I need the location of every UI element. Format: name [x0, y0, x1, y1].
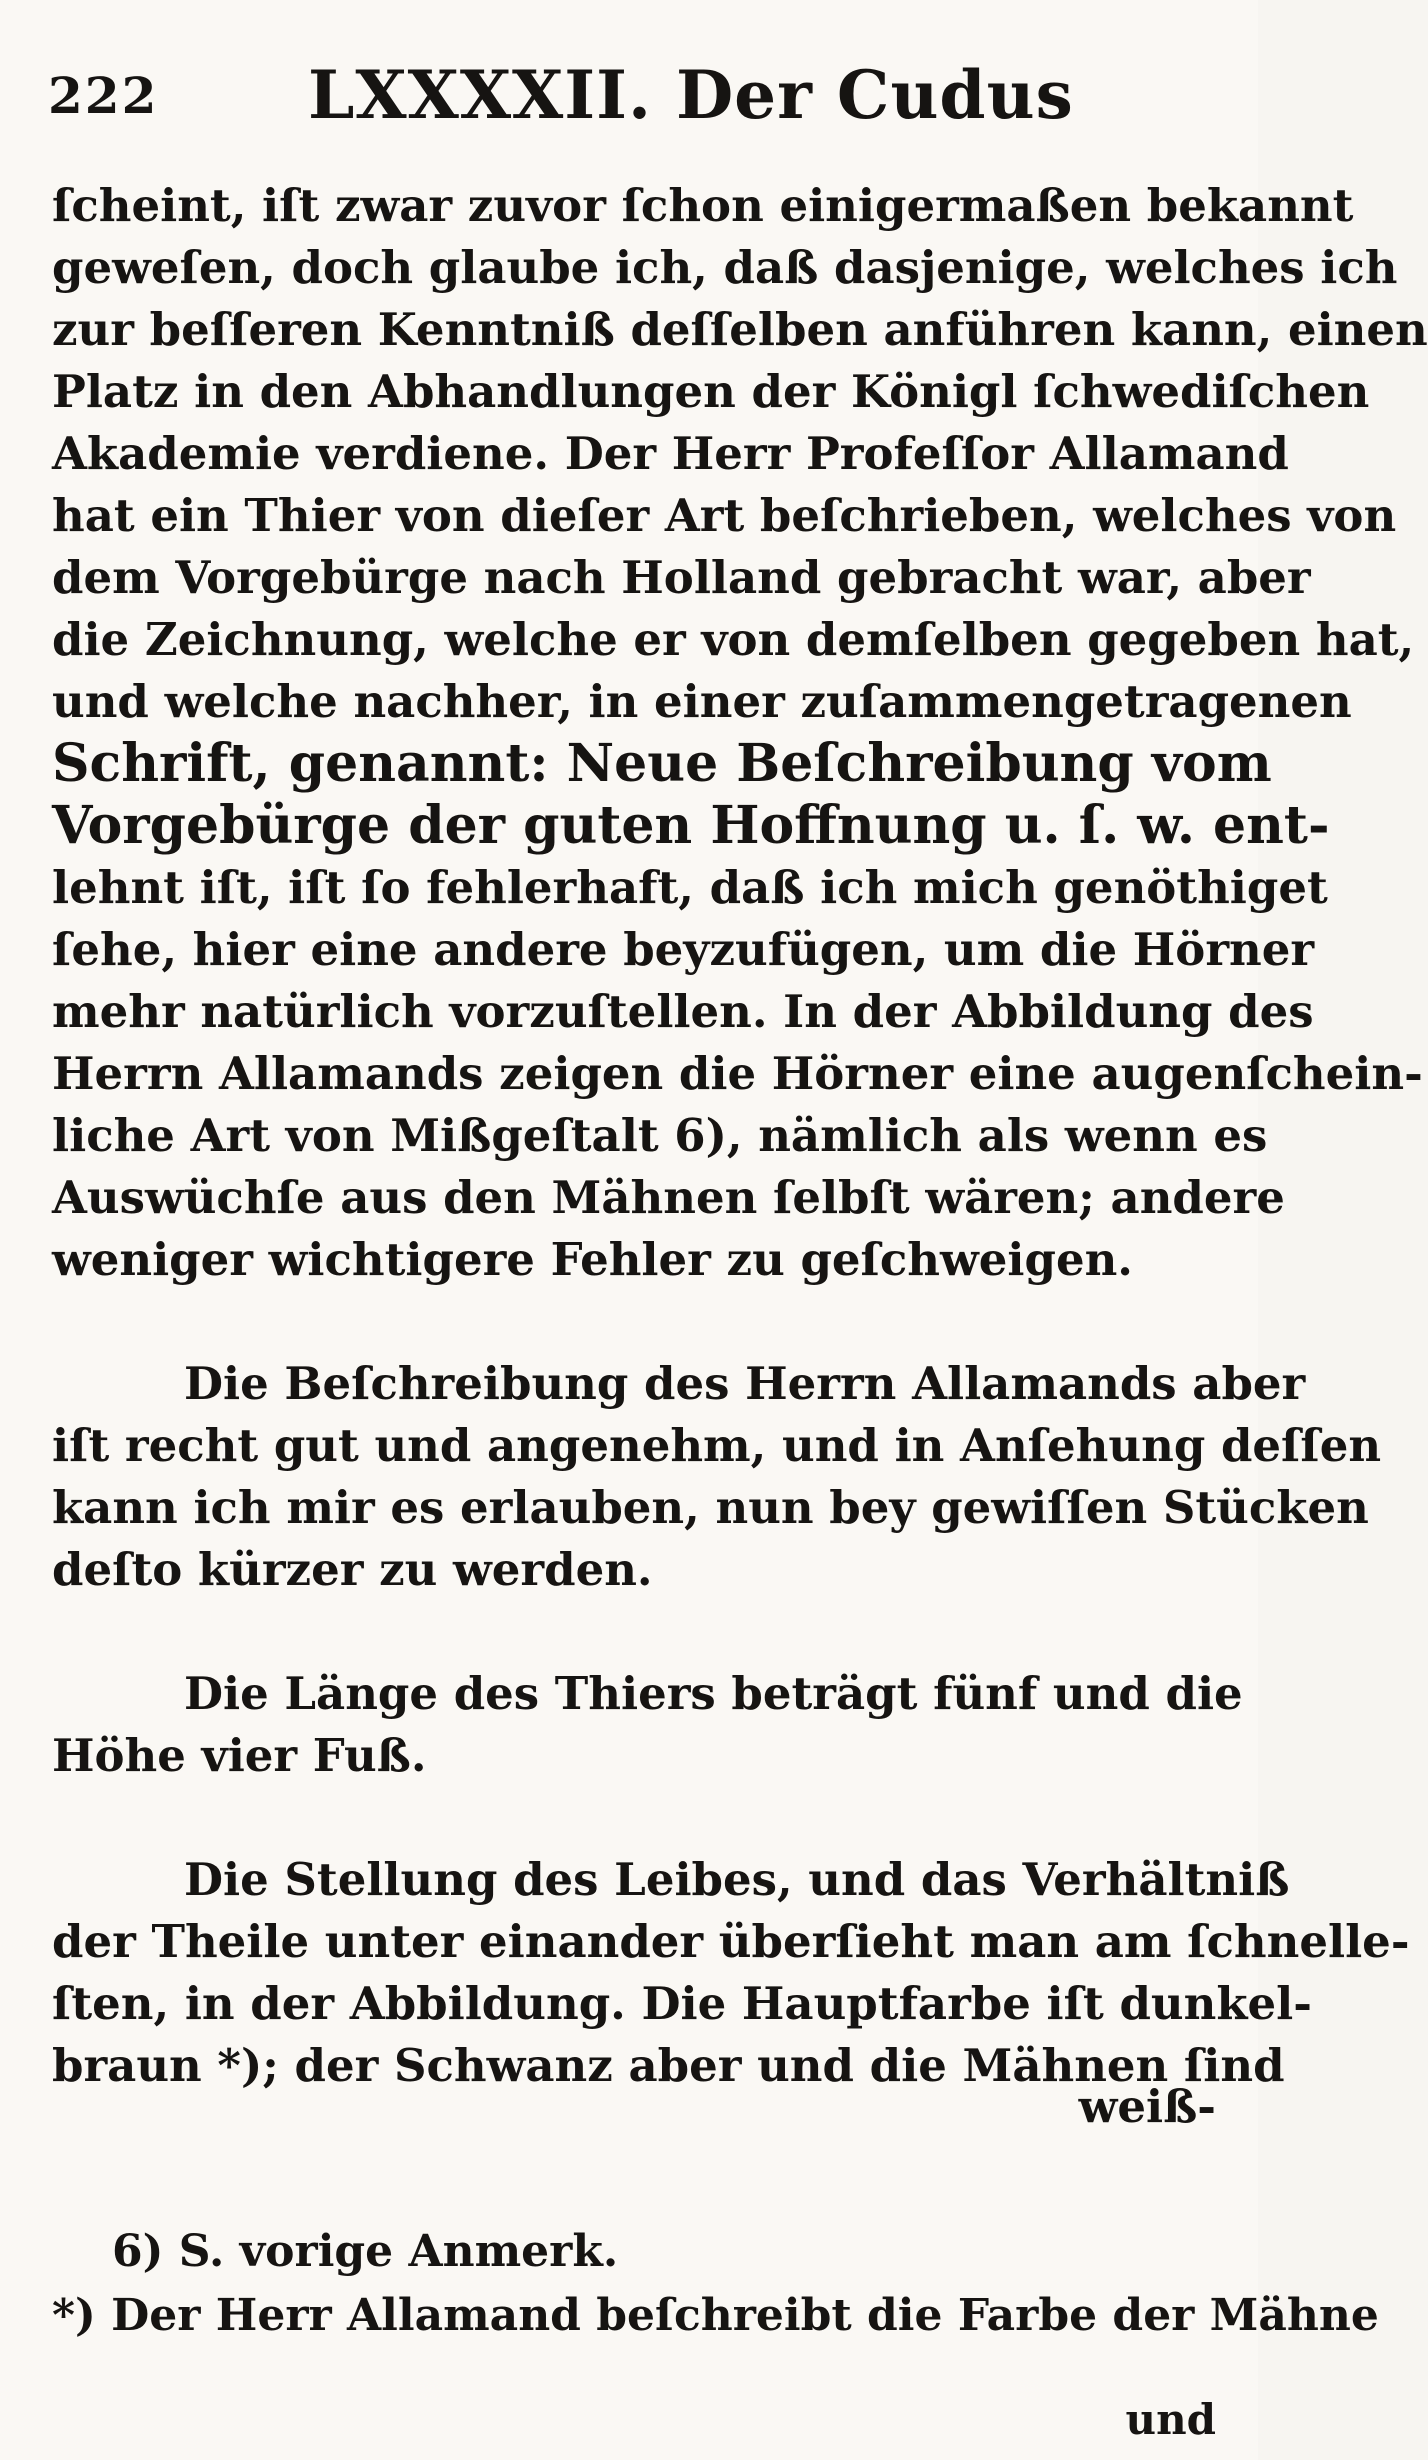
text-line: deſto kürzer zu werden.	[52, 1543, 653, 1596]
footnote-catchword: und	[1125, 2395, 1216, 2444]
text-line: Die Beſchreibung des Herrn Allamands aber	[184, 1357, 1306, 1410]
text-line: iſt recht gut und angenehm, und in Anſehung deſſen	[52, 1419, 1382, 1472]
catchword: weiß-	[1078, 2080, 1216, 2133]
text-line: der Theile unter einander überſieht man am ſchnelle-	[52, 1915, 1410, 1968]
text-line: ſten, in der Abbildung. Die Hauptfarbe iſt dunkel-	[52, 1977, 1312, 2030]
text-line: lehnt iſt, iſt ſo fehlerhaft, daß ich mich genöthiget	[52, 861, 1328, 914]
page-header	[48, 38, 1218, 138]
text-line: Höhe vier Fuß.	[52, 1729, 427, 1782]
text-line: Schrift, genannt: Neue Beſchreibung vom	[52, 733, 1272, 794]
text-line: weniger wichtigere Fehler zu geſchweigen.	[52, 1233, 1133, 1286]
text-line: geweſen, doch glaube ich, daß dasjenige, welches ich	[52, 241, 1398, 294]
text-line: mehr natürlich vorzuſtellen. In der Abbildung des	[52, 985, 1314, 1038]
footnotes	[52, 2220, 1379, 2348]
text-line: Akademie verdiene. Der Herr Profeſſor Allamand	[52, 427, 1289, 480]
text-line: und welche nachher, in einer zuſammengetragenen	[52, 675, 1352, 728]
footnote: 6) S. vorige Anmerk.	[112, 2226, 619, 2277]
text-line: kann ich mir es erlauben, nun bey gewiſſen Stücken	[52, 1481, 1369, 1534]
text-line: Die Länge des Thiers beträgt fünf und die	[184, 1667, 1243, 1720]
text-line: die Zeichnung, welche er von demſelben gegeben hat,	[52, 613, 1415, 666]
page-number: 222	[48, 66, 159, 125]
footnote: *) Der Herr Allamand beſchreibt die Farbe der Mähne	[52, 2290, 1379, 2341]
text-line: Platz in den Abhandlungen der Königl ſchwediſchen	[52, 365, 1370, 418]
text-line: Herrn Allamands zeigen die Hörner eine augenſchein-	[52, 1047, 1423, 1100]
text-line: dem Vorgebürge nach Holland gebracht war, aber	[52, 551, 1311, 604]
text-line: Vorgebürge der guten Hoffnung u. ſ. w. ent-	[52, 795, 1330, 856]
text-line: hat ein Thier von dieſer Art beſchrieben, welches von	[52, 489, 1397, 542]
main-text	[52, 175, 1428, 2097]
text-line: ſcheint, iſt zwar zuvor ſchon einigermaßen bekannt	[52, 179, 1354, 232]
running-title: LXXXXII. Der Cudus	[308, 56, 1074, 134]
text-line: zur beſſeren Kenntniß deſſelben anführen kann, einen	[52, 303, 1428, 356]
text-line: Die Stellung des Leibes, und das Verhältniß	[184, 1853, 1290, 1906]
text-line: ſehe, hier eine andere beyzufügen, um die Hörner	[52, 923, 1315, 976]
text-line: Auswüchſe aus den Mähnen ſelbſt wären; andere	[52, 1171, 1285, 1224]
text-line: braun *); der Schwanz aber und die Mähnen ſind	[52, 2039, 1285, 2092]
text-line: liche Art von Mißgeſtalt 6), nämlich als wenn es	[52, 1109, 1268, 1162]
